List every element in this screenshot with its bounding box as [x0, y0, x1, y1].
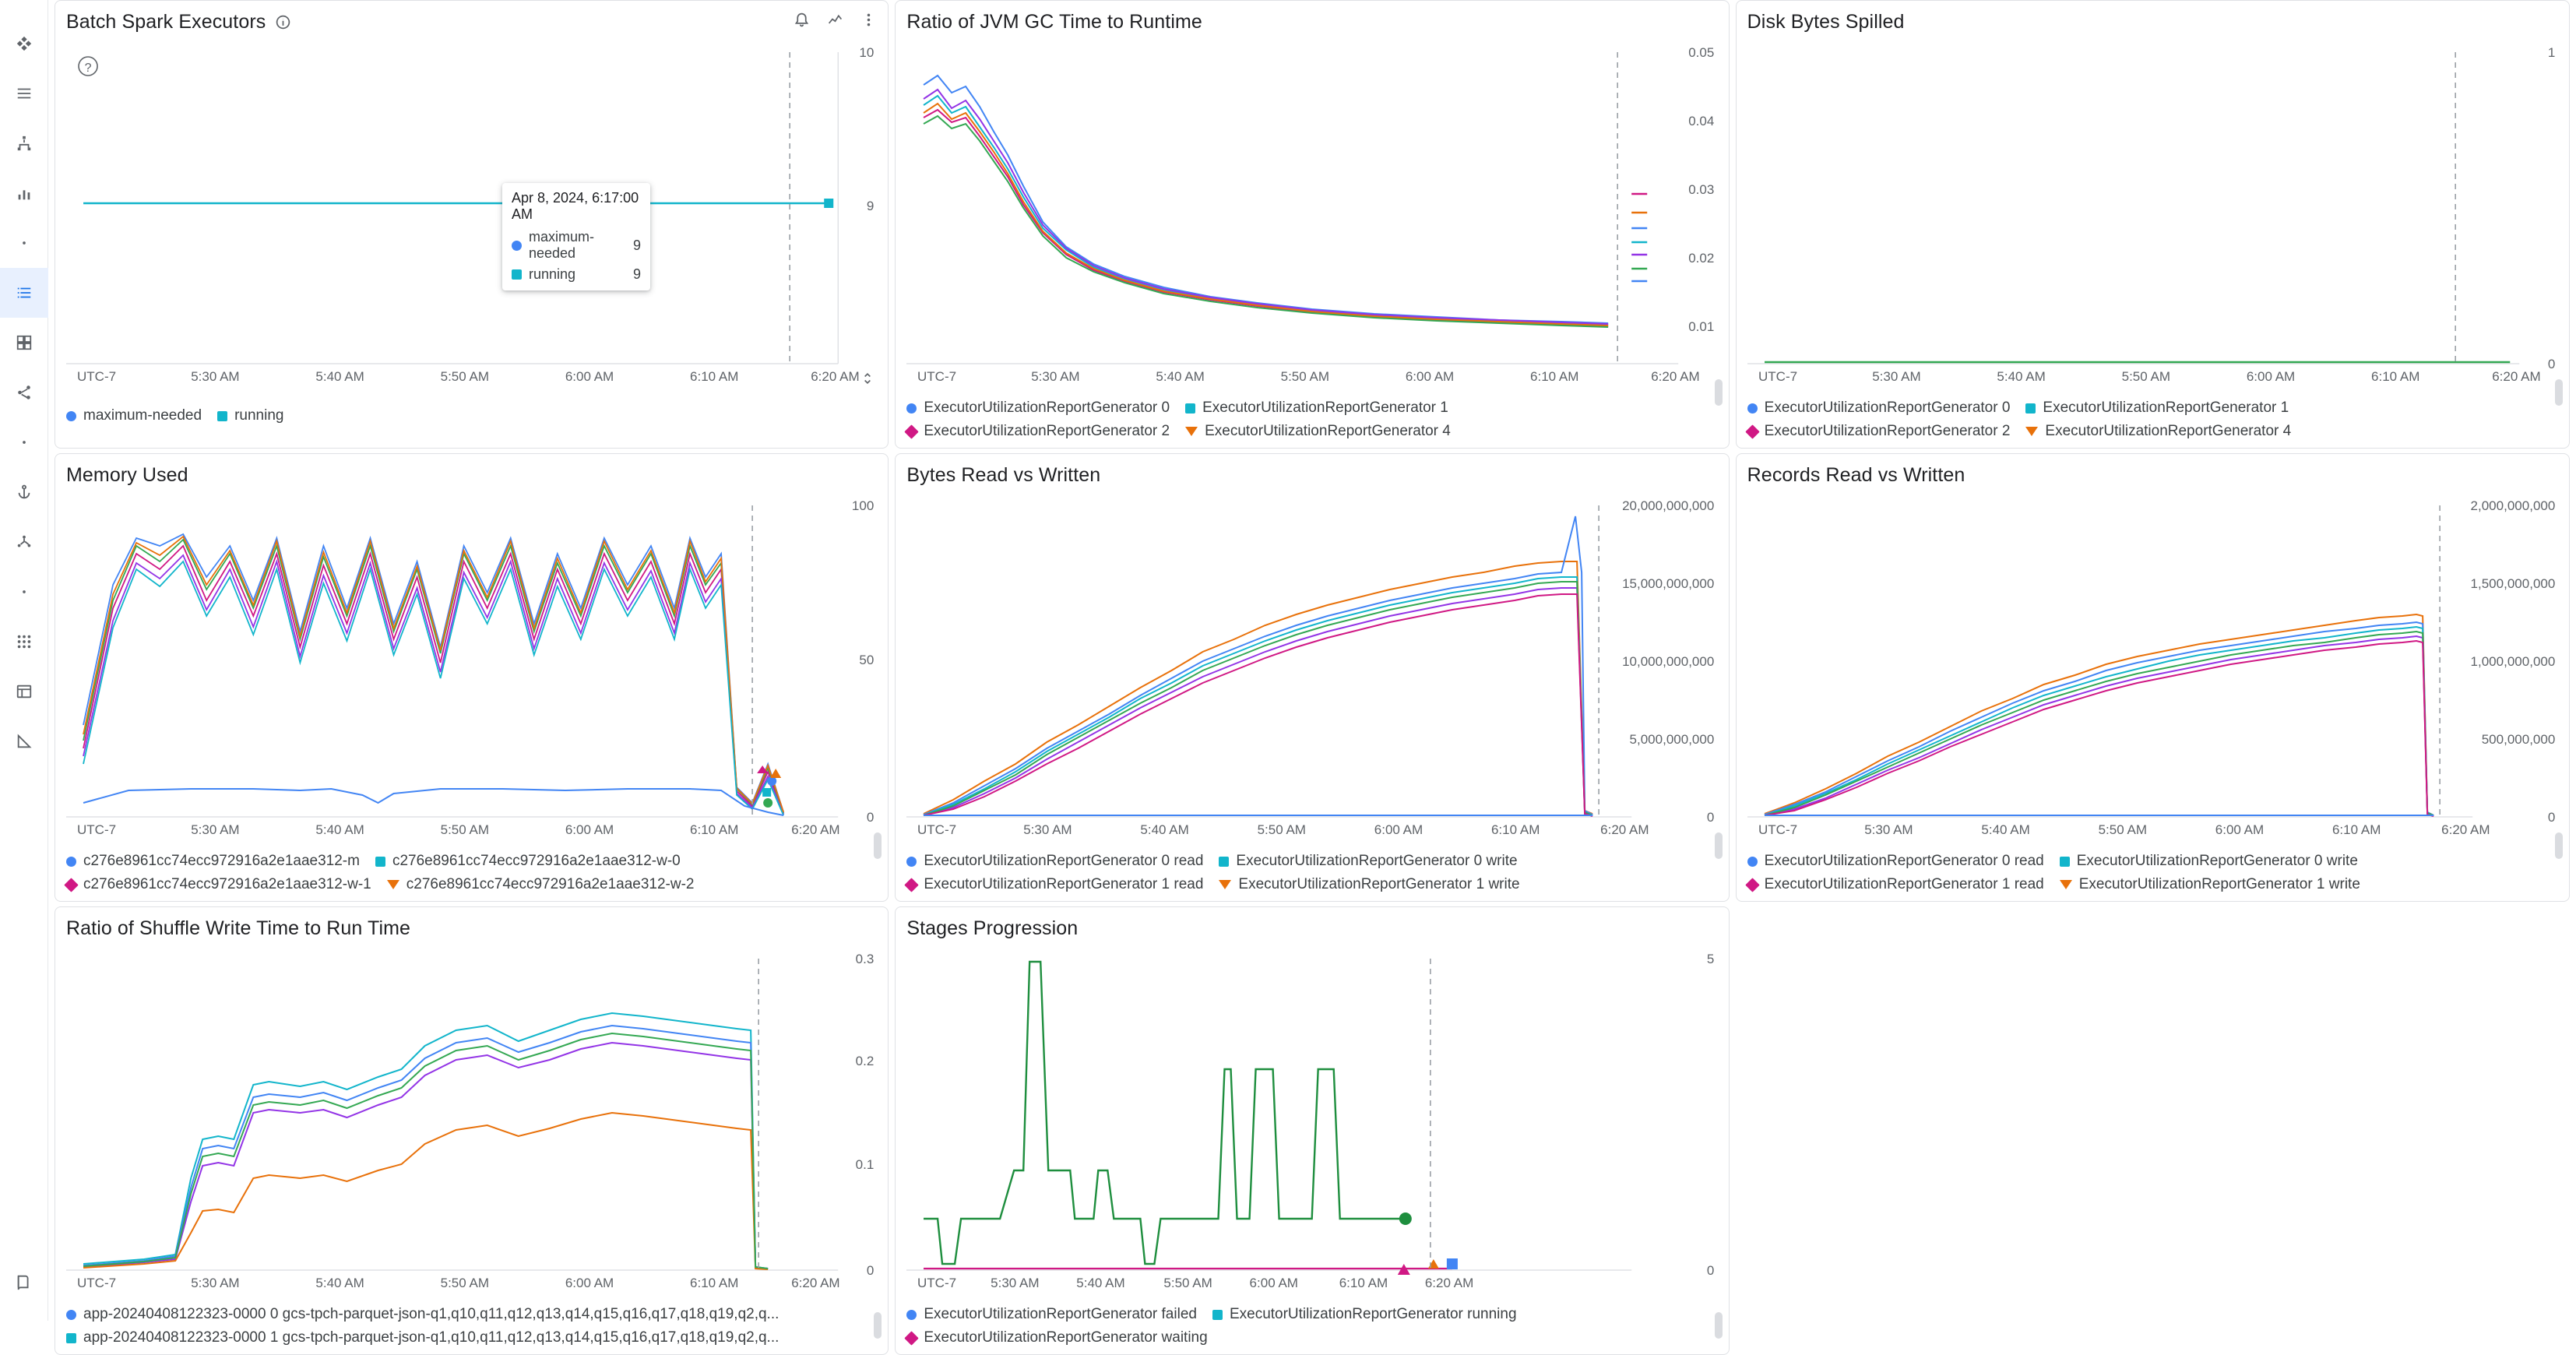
- legend-label: ExecutorUtilizationReportGenerator 0 read: [1764, 853, 2044, 869]
- legend-label: ExecutorUtilizationReportGenerator 1 read: [924, 876, 1204, 892]
- card-header: [66, 915, 877, 941]
- line-plot: [906, 945, 1717, 1290]
- line-plot: [906, 491, 1717, 837]
- legend-item[interactable]: [2025, 398, 2289, 418]
- svg-text:6:10 AM: 6:10 AM: [1339, 1276, 1388, 1290]
- svg-text:1,000,000,000: 1,000,000,000: [2470, 654, 2555, 669]
- svg-text:6:20 AM: 6:20 AM: [1651, 369, 1700, 384]
- svg-text:0: 0: [2547, 357, 2555, 371]
- legend-item[interactable]: [66, 406, 202, 426]
- card-header: [906, 462, 1717, 488]
- chart-card-disk-bytes-spilled[interactable]: [1736, 0, 2570, 449]
- legend-item[interactable]: [1185, 398, 1448, 418]
- svg-text:UTC-7: UTC-7: [1758, 369, 1797, 384]
- series-marker-generator-0: [906, 403, 917, 414]
- plot-area[interactable]: [906, 945, 1717, 1290]
- legend-label: ExecutorUtilizationReportGenerator 4: [1205, 423, 1451, 439]
- tooltip-series-value: 9: [632, 266, 641, 282]
- line-plot: [906, 38, 1717, 384]
- card-header: [906, 9, 1717, 35]
- series-marker-gen0-write: [2060, 857, 2070, 867]
- legend-label: c276e8961cc74ecc972916a2e1aae312-m: [83, 853, 360, 869]
- legend-item[interactable]: [906, 851, 1203, 871]
- line-plot: [66, 945, 877, 1290]
- legend-label: app-20240408122323-0000 1 gcs-tpch-parquet-json-q1,q10,q11,q12,q13,q14,q15,q16,q17,q18,q19,q2,q...: [83, 1329, 779, 1346]
- svg-text:6:00 AM: 6:00 AM: [1406, 369, 1455, 384]
- svg-text:5:50 AM: 5:50 AM: [2098, 822, 2147, 837]
- triangle-ruler-icon[interactable]: [0, 716, 48, 766]
- legend-label: ExecutorUtilizationReportGenerator 0: [924, 399, 1170, 416]
- legend-item[interactable]: [906, 875, 1203, 895]
- legend-label: ExecutorUtilizationReportGenerator 2: [1764, 423, 2011, 439]
- svg-text:6:20 AM: 6:20 AM: [2491, 369, 2541, 384]
- series-marker-generator-4: [1185, 427, 1198, 436]
- svg-text:5:30 AM: 5:30 AM: [991, 1276, 1040, 1290]
- legend-label: c276e8961cc74ecc972916a2e1aae312-w-1: [83, 876, 371, 892]
- chart-legend: [1747, 851, 2558, 895]
- series-marker-gen0-read: [1747, 857, 1758, 867]
- svg-text:0.2: 0.2: [855, 1054, 875, 1068]
- series-marker-generator-4: [2025, 427, 2038, 436]
- svg-text:0: 0: [1707, 1263, 1715, 1278]
- svg-text:6:00 AM: 6:00 AM: [565, 369, 614, 384]
- series-marker-gen1-read: [1745, 878, 1759, 892]
- series-marker-node-w1: [64, 878, 78, 892]
- svg-text:UTC-7: UTC-7: [77, 822, 117, 837]
- legend-item[interactable]: [1212, 1304, 1517, 1325]
- svg-text:5:40 AM: 5:40 AM: [315, 369, 364, 384]
- svg-text:5:50 AM: 5:50 AM: [1280, 369, 1330, 384]
- series-marker-node-w0: [375, 857, 385, 867]
- series-marker-waiting: [905, 1331, 919, 1345]
- apps-grid-icon[interactable]: [0, 617, 48, 667]
- legend-label: running: [234, 407, 284, 424]
- svg-text:0: 0: [866, 810, 875, 825]
- plot-area[interactable]: [66, 38, 877, 384]
- legend-item[interactable]: [1747, 875, 2044, 895]
- chart-title: Disk Bytes Spilled: [1747, 10, 1905, 33]
- chart-legend: [66, 406, 877, 426]
- svg-text:9: 9: [866, 199, 875, 213]
- legend-item[interactable]: [387, 875, 695, 895]
- svg-text:6:10 AM: 6:10 AM: [1491, 822, 1540, 837]
- series-marker-running: [217, 411, 227, 421]
- svg-text:0: 0: [1707, 810, 1715, 825]
- legend-item[interactable]: [1747, 398, 2011, 418]
- chart-card-ratio-jvm-gc-time-to-runtime[interactable]: [895, 0, 1729, 449]
- svg-text:1,500,000,000: 1,500,000,000: [2470, 576, 2555, 591]
- svg-text:0: 0: [866, 1263, 875, 1278]
- chart-title: Ratio of JVM GC Time to Runtime: [906, 10, 1202, 33]
- chart-title: Bytes Read vs Written: [906, 463, 1101, 486]
- tooltip-row: [512, 229, 641, 262]
- svg-text:0.03: 0.03: [1688, 182, 1715, 197]
- chart-title: Ratio of Shuffle Write Time to Run Time: [66, 917, 411, 939]
- bell-icon[interactable]: [794, 12, 810, 32]
- svg-text:?: ?: [84, 62, 92, 75]
- series-marker-generator-1: [2025, 403, 2036, 414]
- svg-text:6:00 AM: 6:00 AM: [1374, 822, 1423, 837]
- svg-text:6:10 AM: 6:10 AM: [1530, 369, 1579, 384]
- series-marker-app-0: [66, 1310, 76, 1320]
- legend-item[interactable]: [1747, 851, 2044, 871]
- svg-text:5:40 AM: 5:40 AM: [1156, 369, 1205, 384]
- svg-text:50: 50: [859, 653, 875, 667]
- series-marker-node-w2: [387, 880, 399, 889]
- svg-text:5:30 AM: 5:30 AM: [1871, 369, 1921, 384]
- legend-item[interactable]: [1219, 851, 1517, 871]
- svg-text:0.3: 0.3: [855, 952, 875, 966]
- svg-text:10: 10: [859, 45, 875, 60]
- dot-icon: [0, 218, 48, 268]
- series-marker-generator-0: [1747, 403, 1758, 414]
- svg-text:5:30 AM: 5:30 AM: [191, 1276, 240, 1290]
- legend-label: c276e8961cc74ecc972916a2e1aae312-w-2: [406, 876, 695, 892]
- series-marker-gen0-read: [906, 857, 917, 867]
- legend-label: ExecutorUtilizationReportGenerator 2: [924, 423, 1170, 439]
- svg-text:6:10 AM: 6:10 AM: [690, 822, 739, 837]
- svg-text:5:30 AM: 5:30 AM: [1023, 822, 1072, 837]
- svg-text:6:00 AM: 6:00 AM: [2246, 369, 2295, 384]
- legend-item[interactable]: [906, 1328, 1207, 1348]
- svg-text:6:10 AM: 6:10 AM: [2370, 369, 2420, 384]
- svg-text:5:30 AM: 5:30 AM: [1031, 369, 1080, 384]
- svg-text:UTC-7: UTC-7: [1758, 822, 1797, 837]
- svg-text:6:20 AM: 6:20 AM: [811, 369, 860, 384]
- svg-text:5:40 AM: 5:40 AM: [1997, 369, 2046, 384]
- card-header: [906, 915, 1717, 941]
- legend-item[interactable]: [66, 1304, 779, 1325]
- metrics-list-icon[interactable]: [0, 268, 48, 318]
- svg-text:0.01: 0.01: [1688, 319, 1715, 334]
- svg-text:5: 5: [1707, 952, 1715, 966]
- svg-text:6:20 AM: 6:20 AM: [791, 822, 840, 837]
- legend-item[interactable]: [1185, 421, 1451, 442]
- svg-text:UTC-7: UTC-7: [917, 1276, 957, 1290]
- series-marker-node-m: [66, 857, 76, 867]
- chart-card-bytes-read-vs-written[interactable]: [895, 453, 1729, 902]
- series-marker-running: [1212, 1310, 1223, 1320]
- expand-legend-icon[interactable]: [860, 371, 875, 390]
- legend-label: ExecutorUtilizationReportGenerator 1 write: [1238, 876, 1520, 892]
- legend-label: ExecutorUtilizationReportGenerator 0 write: [2076, 853, 2358, 869]
- legend-label: c276e8961cc74ecc972916a2e1aae312-w-0: [392, 853, 681, 869]
- charts-board: [48, 0, 2576, 1346]
- svg-text:5:50 AM: 5:50 AM: [1257, 822, 1307, 837]
- bar-chart-icon[interactable]: [0, 168, 48, 218]
- series-marker-gen1-write: [1219, 880, 1231, 889]
- legend-label: app-20240408122323-0000 0 gcs-tpch-parquet-json-q1,q10,q11,q12,q13,q14,q15,q16,q17,q18,q19,q2,q...: [83, 1306, 779, 1322]
- svg-text:5:40 AM: 5:40 AM: [1140, 822, 1190, 837]
- svg-text:5:30 AM: 5:30 AM: [191, 822, 240, 837]
- legend-item[interactable]: [2060, 875, 2360, 895]
- help-badge: [79, 57, 97, 76]
- svg-text:6:10 AM: 6:10 AM: [2331, 822, 2381, 837]
- plot-area[interactable]: [1747, 38, 2558, 384]
- chart-card-records-read-vs-written[interactable]: [1736, 453, 2570, 902]
- plot-area[interactable]: [906, 38, 1717, 384]
- svg-text:UTC-7: UTC-7: [77, 369, 117, 384]
- legend-label: ExecutorUtilizationReportGenerator 1: [1202, 399, 1448, 416]
- svg-text:5:40 AM: 5:40 AM: [1076, 1276, 1126, 1290]
- svg-text:5:50 AM: 5:50 AM: [1163, 1276, 1213, 1290]
- series-marker-generator-2: [1745, 424, 1759, 438]
- legend-item[interactable]: [906, 1304, 1197, 1325]
- svg-text:5:50 AM: 5:50 AM: [440, 822, 490, 837]
- legend-label: ExecutorUtilizationReportGenerator running: [1229, 1306, 1517, 1322]
- anchor-icon[interactable]: [0, 467, 48, 517]
- chart-title: Records Read vs Written: [1747, 463, 1965, 486]
- svg-text:20,000,000,000: 20,000,000,000: [1622, 498, 1715, 513]
- left-nav-rail: [0, 0, 48, 1321]
- chart-legend: [66, 1304, 877, 1348]
- chart-card-memory-used[interactable]: [55, 453, 889, 902]
- svg-text:5,000,000,000: 5,000,000,000: [1629, 732, 1715, 747]
- svg-text:6:10 AM: 6:10 AM: [690, 369, 739, 384]
- legend-item[interactable]: [217, 406, 283, 426]
- chart-legend: [1747, 398, 2558, 442]
- series-marker-gen1-write: [2060, 880, 2072, 889]
- chart-card-ratio-shuffle-write-time-to-run-time[interactable]: [55, 906, 889, 1355]
- chart-card-batch-spark-executors[interactable]: [55, 0, 889, 449]
- more-options-icon[interactable]: [860, 12, 877, 32]
- series-marker-gen0-write: [1219, 857, 1229, 867]
- plot-area[interactable]: [66, 491, 877, 837]
- dot3-icon: [0, 567, 48, 617]
- legend-label: ExecutorUtilizationReportGenerator 4: [2045, 423, 2292, 439]
- plot-area[interactable]: [1747, 491, 2558, 837]
- line-plot: [66, 491, 877, 837]
- legend-label: ExecutorUtilizationReportGenerator 0: [1764, 399, 2011, 416]
- empty-grid-slot: [1736, 906, 2570, 1355]
- chart-legend: [906, 398, 1717, 442]
- card-header: [1747, 9, 2558, 35]
- svg-text:0.05: 0.05: [1688, 45, 1715, 60]
- chart-type-icon[interactable]: [827, 12, 843, 32]
- svg-text:2,000,000,000: 2,000,000,000: [2470, 498, 2555, 513]
- grid-icon[interactable]: [0, 318, 48, 368]
- chart-tooltip: [502, 183, 650, 290]
- svg-text:5:40 AM: 5:40 AM: [1981, 822, 2030, 837]
- chart-title: Batch Spark Executors: [66, 10, 266, 33]
- card-header: [1747, 462, 2558, 488]
- svg-text:5:40 AM: 5:40 AM: [315, 1276, 364, 1290]
- legend-item[interactable]: [375, 851, 681, 871]
- legend-item[interactable]: [66, 851, 360, 871]
- svg-text:5:30 AM: 5:30 AM: [1863, 822, 1913, 837]
- legend-label: ExecutorUtilizationReportGenerator 1 write: [2078, 876, 2360, 892]
- info-icon[interactable]: [275, 14, 291, 30]
- legend-item[interactable]: [1747, 421, 2011, 442]
- card-header-actions: [794, 12, 877, 32]
- series-marker-generator-2: [905, 424, 919, 438]
- svg-text:6:00 AM: 6:00 AM: [565, 1276, 614, 1290]
- legend-item[interactable]: [2060, 851, 2358, 871]
- svg-text:0.1: 0.1: [855, 1157, 875, 1172]
- legend-item[interactable]: [66, 875, 371, 895]
- svg-text:6:00 AM: 6:00 AM: [2215, 822, 2264, 837]
- legend-item[interactable]: [1219, 875, 1519, 895]
- legend-label: ExecutorUtilizationReportGenerator 0 write: [1236, 853, 1518, 869]
- svg-text:6:00 AM: 6:00 AM: [565, 822, 614, 837]
- svg-text:6:20 AM: 6:20 AM: [791, 1276, 840, 1290]
- svg-text:6:20 AM: 6:20 AM: [1425, 1276, 1474, 1290]
- chart-title: Stages Progression: [906, 917, 1079, 939]
- legend-item[interactable]: [906, 398, 1170, 418]
- series-marker-gen1-read: [905, 878, 919, 892]
- legend-label: ExecutorUtilizationReportGenerator 1 read: [1764, 876, 2044, 892]
- svg-text:0: 0: [2547, 810, 2555, 825]
- chart-legend: [906, 851, 1717, 895]
- legend-item[interactable]: [2025, 421, 2291, 442]
- svg-text:5:50 AM: 5:50 AM: [2121, 369, 2170, 384]
- series-marker-failed: [906, 1310, 917, 1320]
- legend-label: ExecutorUtilizationReportGenerator 0 read: [924, 853, 1204, 869]
- svg-text:5:40 AM: 5:40 AM: [315, 822, 364, 837]
- tooltip-series-label: maximum-needed: [529, 229, 594, 261]
- svg-text:15,000,000,000: 15,000,000,000: [1622, 576, 1715, 591]
- legend-label: ExecutorUtilizationReportGenerator waiting: [924, 1329, 1208, 1346]
- chart-legend: [66, 851, 877, 895]
- series-marker-running: [512, 269, 522, 280]
- chart-legend: [906, 1304, 1717, 1348]
- line-plot: [66, 38, 877, 384]
- card-header: [66, 9, 877, 35]
- svg-text:6:00 AM: 6:00 AM: [1249, 1276, 1299, 1290]
- org-tree-icon[interactable]: [0, 118, 48, 168]
- svg-text:6:10 AM: 6:10 AM: [690, 1276, 739, 1290]
- chart-title: Memory Used: [66, 463, 188, 486]
- list-icon[interactable]: [0, 69, 48, 118]
- share-nodes-icon[interactable]: [0, 368, 48, 417]
- tooltip-row: [512, 266, 641, 283]
- plot-area[interactable]: [66, 945, 877, 1290]
- svg-text:5:30 AM: 5:30 AM: [191, 369, 240, 384]
- svg-text:UTC-7: UTC-7: [77, 1276, 117, 1290]
- cluster-icon[interactable]: [0, 517, 48, 567]
- dashboard-icon[interactable]: [0, 19, 48, 69]
- line-plot: [1747, 491, 2558, 837]
- legend-item[interactable]: [906, 421, 1170, 442]
- svg-text:6:20 AM: 6:20 AM: [1600, 822, 1649, 837]
- legend-label: ExecutorUtilizationReportGenerator failed: [924, 1306, 1197, 1322]
- tooltip-timestamp: Apr 8, 2024, 6:17:00 AM: [512, 190, 639, 222]
- svg-text:0.04: 0.04: [1688, 114, 1715, 128]
- dot2-icon: [0, 417, 48, 467]
- book-icon[interactable]: [0, 1257, 48, 1307]
- tooltip-series-label: running: [529, 266, 576, 282]
- svg-text:0.02: 0.02: [1688, 251, 1715, 266]
- svg-text:10,000,000,000: 10,000,000,000: [1622, 654, 1715, 669]
- series-marker-app-1: [66, 1333, 76, 1343]
- svg-text:6:20 AM: 6:20 AM: [2441, 822, 2490, 837]
- svg-text:500,000,000: 500,000,000: [2481, 732, 2555, 747]
- series-marker-maximum-needed: [512, 241, 522, 251]
- plot-area[interactable]: [906, 491, 1717, 837]
- legend-label: maximum-needed: [83, 407, 202, 424]
- legend-label: ExecutorUtilizationReportGenerator 1: [2043, 399, 2289, 416]
- svg-text:1: 1: [2547, 45, 2555, 60]
- chart-card-stages-progression[interactable]: [895, 906, 1729, 1355]
- svg-text:UTC-7: UTC-7: [917, 822, 957, 837]
- svg-text:UTC-7: UTC-7: [917, 369, 957, 384]
- svg-text:5:50 AM: 5:50 AM: [440, 1276, 490, 1290]
- tooltip-series-value: 9: [632, 237, 641, 253]
- series-marker-maximum-needed: [66, 411, 76, 421]
- svg-text:5:50 AM: 5:50 AM: [440, 369, 490, 384]
- table-icon[interactable]: [0, 667, 48, 716]
- legend-item[interactable]: [66, 1328, 779, 1348]
- series-marker-generator-1: [1185, 403, 1195, 414]
- svg-text:100: 100: [851, 498, 875, 513]
- card-header: [66, 462, 877, 488]
- line-plot: [1747, 38, 2558, 384]
